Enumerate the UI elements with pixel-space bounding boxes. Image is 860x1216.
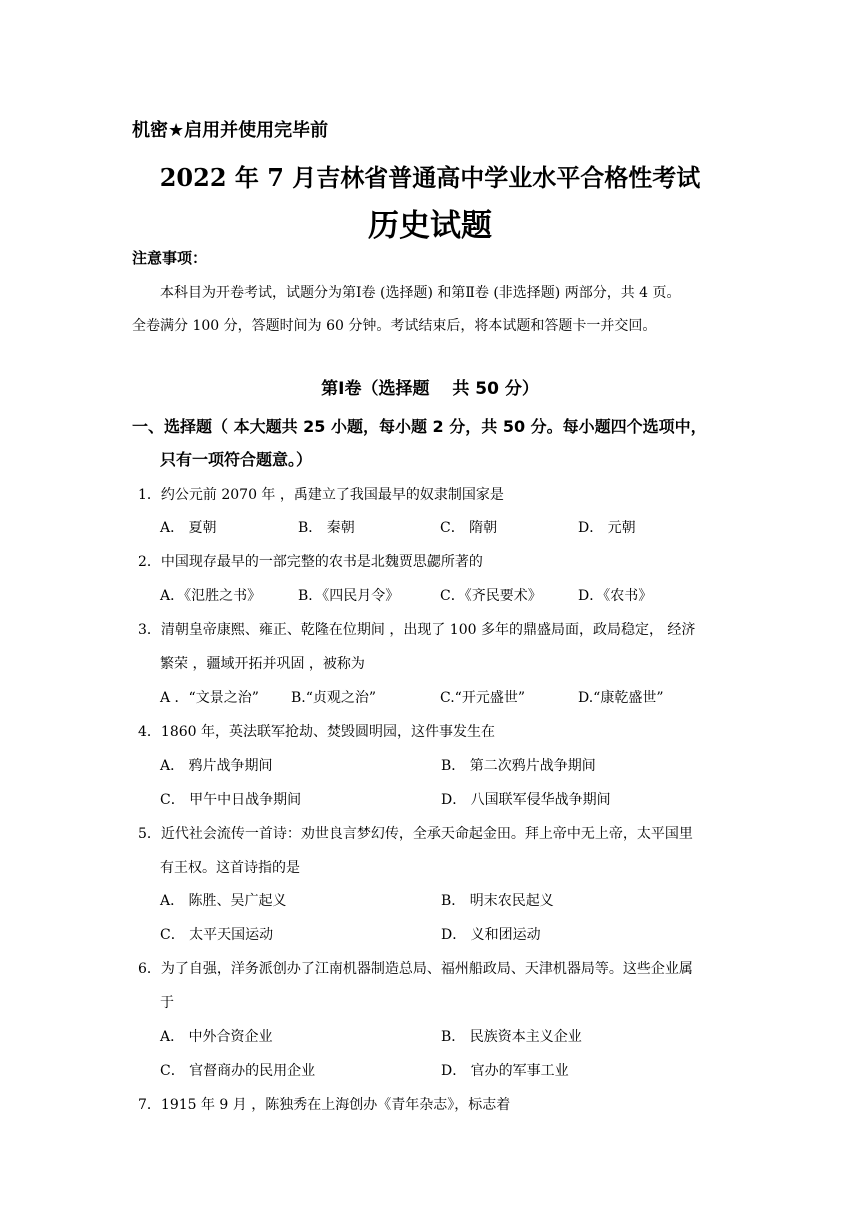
question-6-option-b: B． 民族资本主义企业: [441, 1029, 582, 1045]
question-3-option-b: B.“贞观之治”: [291, 690, 377, 706]
confidential-label: 机密★启用并使用完毕前: [132, 120, 329, 141]
question-6-stem-line-1: 6．为了自强，洋务派创办了江南机器制造总局、福州船政局、天津机器局等。这些企业属: [138, 961, 693, 977]
question-1-option-d: D． 元朝: [578, 520, 636, 536]
question-4-option-a: A． 鸦片战争期间: [160, 758, 273, 774]
question-6-stem-line-2: 于: [160, 995, 174, 1011]
question-3-option-a: A ．“文景之治”: [160, 690, 259, 706]
question-3-stem-line-2: 繁荣 ，疆域开拓并巩固 ，被称为: [160, 656, 365, 672]
question-4-option-c: C． 甲午中日战争期间: [160, 792, 302, 808]
section-heading: 第Ⅰ卷（选择题 共 50 分）: [321, 379, 539, 399]
question-5-stem-line-2: 有王权。这首诗指的是: [160, 860, 300, 876]
question-5-option-b: B． 明末农民起义: [441, 893, 554, 909]
question-6-option-d: D． 官办的军事工业: [441, 1063, 569, 1079]
question-5-stem-line-1: 5．近代社会流传一首诗：劝世良言梦幻传，全承天命起金田。拜上帝中无上帝，太平国里: [138, 826, 693, 842]
question-1-option-b: B． 秦朝: [298, 520, 355, 536]
question-4-option-d: D． 八国联军侵华战争期间: [441, 792, 611, 808]
question-3-option-c: C.“开元盛世”: [440, 690, 525, 706]
question-5-option-a: A． 陈胜、吴广起义: [160, 893, 287, 909]
part-heading-line-2: 只有一项符合题意。）: [160, 450, 313, 469]
part-heading-line-1: 一、选择题（ 本大题共 25 小题，每小题 2 分，共 50 分。每小题四个选项中，: [132, 417, 707, 436]
question-4-option-b: B． 第二次鸦片战争期间: [441, 758, 596, 774]
question-2-option-a: A．《氾胜之书》: [160, 588, 262, 604]
notice-line-1: 本科目为开卷考试，试题分为第Ⅰ卷 (选择题) 和第Ⅱ卷 (非选择题) 两部分，共 4 页。: [160, 285, 681, 301]
question-2-option-b: B．《四民月令》: [298, 588, 400, 604]
question-1-option-a: A． 夏朝: [160, 520, 217, 536]
question-3-option-d: D.“康乾盛世”: [578, 690, 664, 706]
question-4-stem: 4．1860 年，英法联军抢劫、焚毁圆明园，这件事发生在: [138, 724, 495, 740]
question-6-option-a: A． 中外合资企业: [160, 1029, 273, 1045]
question-5-option-c: C． 太平天国运动: [160, 927, 274, 943]
question-2-option-c: C．《齐民要术》: [440, 588, 542, 604]
question-3-stem-line-1: 3．清朝皇帝康熙、雍正、乾隆在位期间 ，出现了 100 多年的鼎盛局面，政局稳定， 经济: [138, 622, 696, 638]
exam-title: 2022 年 7 月吉林省普通高中学业水平合格性考试: [159, 163, 701, 192]
question-5-option-d: D． 义和团运动: [441, 927, 541, 943]
question-7-stem: 7．1915 年 9 月 ，陈独秀在上海创办《青年杂志》，标志着: [138, 1097, 511, 1113]
question-1-stem: 1．约公元前 2070 年 ，禹建立了我国最早的奴隶制国家是: [138, 487, 504, 503]
question-2-option-d: D．《农书》: [578, 588, 653, 604]
subject-title: 历史试题: [368, 208, 492, 244]
notice-heading: 注意事项：: [132, 249, 208, 267]
notice-line-2: 全卷满分 100 分，答题时间为 60 分钟。考试结束后，将本试题和答题卡一并交回。: [132, 318, 657, 334]
question-6-option-c: C． 官督商办的民用企业: [160, 1063, 316, 1079]
question-2-stem: 2．中国现存最早的一部完整的农书是北魏贾思勰所著的: [138, 554, 483, 570]
question-1-option-c: C． 隋朝: [440, 520, 498, 536]
